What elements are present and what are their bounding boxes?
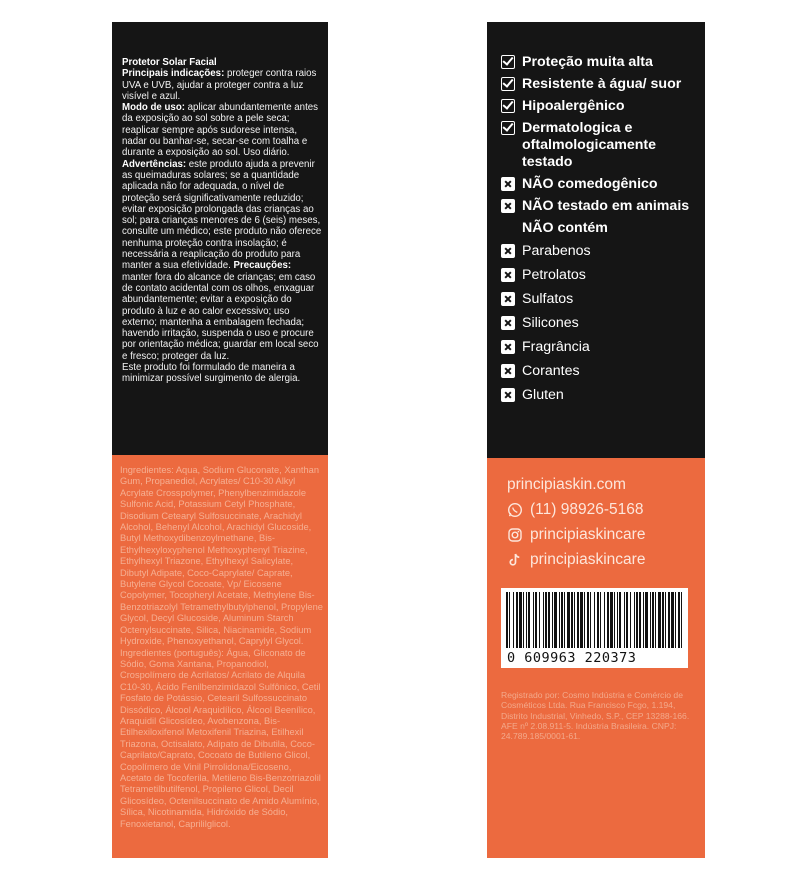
modo-de-uso-text: aplicar abundantemente antes da exposição ao sol sobre a pele seca; reaplicar sempre após sudorese intensa, nadar ou banhar-se, secar-se com toalha e durante a exposição ao sol. Uso diário. [122, 102, 318, 159]
advertencias-label: Advertências: [122, 158, 187, 170]
claim-item [501, 176, 701, 193]
claim-text: Dermatologica e oftalmologicamente testado [522, 120, 657, 170]
checkbox-checked-icon [501, 99, 515, 113]
modo-de-uso-label: Modo de uso: [122, 102, 185, 114]
cross-box-icon [501, 244, 515, 258]
barcode-number: 0 609963 220373 [507, 650, 637, 666]
tiktok-row [507, 547, 645, 572]
claim-item [501, 198, 701, 215]
instagram-handle: principiaskincare [530, 525, 646, 543]
whatsapp-number: (11) 98926-5168 [530, 500, 644, 518]
closing-text: Este produto foi formulado de maneira a minimizar possível surgimento de alergia. [122, 362, 301, 385]
claims-list [501, 54, 701, 411]
nao-contem-text: Corantes [522, 363, 580, 379]
precaucoes-label: Precauções: [233, 260, 292, 272]
checkbox-checked-icon [501, 77, 515, 91]
claim-item [501, 98, 701, 115]
cross-box-icon [501, 364, 515, 378]
nao-contem-item [501, 267, 701, 284]
ingredients-text: Ingredientes: Aqua, Sodium Gluconate, Xanthan Gum, Propanediol, Acrylates/ C10-30 Alkyl Acrylate Crosspolymer, Phenylbenzimidazole Sulfonic Acid, Potassium Cetyl Phosphate, Disodium Cetearyl Sulfosuccinate, Arachidyl Alcohol, Behenyl Alcohol, Arachidyl Glucoside, Butyl Methoxydibenzoylmethane, Bis-Ethylhexyloxyphenol Methoxyphenyl Triazine, Ethylhexyl Triazone, Ethylhexyl Salicylate, Dibutyl Adipate, Coco-Caprylate/ Caprate, Butylene Glycol Cocoate, Vp/ Eicosene Copolymer, Tocopheryl Acetate, Methylene Bis-Benzotriazolyl Tetramethylbutylphenol, Propylene Glycol, Decyl Glucoside, Aluminum Starch Octenylsuccinate, Silica, Niacinamide, Sodium Hydroxide, Phenoxyethanol, Caprylyl Glycol. Ingredientes (português): Água, Gliconato de Sódio, Goma Xantana, Propanodiol, Crospolímero de Acrilatos/ Acrilato de Alquila C10-30, Ácido Fenilbenzimidazol Sulfônico, Cetil Fosfato de Potássio, Cetearil Sulfossuccinato Dissódico, Álcool Araquidílico, Álcool Beenílico, Araquidil Glicosídeo, Avobenzona, Bis-Etilhexiloxifenol Metoxifenil Triazina, Etilhexil Triazona, Octisalato, Adipato de Dibutila, Coco-Caprilato/Caprato, Cocoato de Butileno Glicol, Copolímero de Vinil Pirrolidona/Eicoseno, Acetato de Tocoferila, Metileno Bis-Benzotriazolil Tetrametilbutilfenol, Propileno Glicol, Decil Glicosídeo, Octenilsuccinato de Amido Alumínio, Sílica, Nicotinamida, Hidróxido de Sódio, Fenoxietanol, Caprililglicol. [120, 465, 323, 829]
cross-box-icon [501, 388, 515, 402]
website-row [507, 472, 645, 497]
instructions-text [122, 57, 322, 385]
tiktok-icon [507, 552, 523, 568]
claim-item [501, 54, 701, 71]
claim-text: Proteção muita alta [522, 54, 653, 70]
contact-info [507, 472, 645, 572]
precaucoes-text: manter fora do alcance de crianças; em caso de contato acidental com os olhos, enxaguar abundantemente; evitar a exposição do produto à luz e ao calor excessivo; uso externo; mantenha a embalagem fechada; havendo irritação, suspenda o uso e procure por orientação médica; guardar em local seco e fresco; proteger da luz. [122, 271, 319, 362]
registration-text: Registrado por: Cosmo Indústria e Comércio de Cosméticos Ltda. Rua Francisco Fcgo, 1.194, Distrito Industrial, Vinhedo, S.P., CEP 13288-166. AFE nº 2.08.911-5. Indústria Brasileira. CNPJ: 24.789.185/0001-61. [501, 690, 690, 742]
tiktok-handle: principiaskincare [530, 550, 646, 568]
nao-contem-item [501, 315, 701, 332]
cross-box-icon [501, 199, 515, 213]
nao-contem-text: Silicones [522, 315, 579, 331]
nao-contem-item [501, 387, 701, 404]
cross-box-icon [501, 316, 515, 330]
barcode-bars [505, 592, 684, 648]
claim-item [501, 76, 701, 93]
nao-contem-text: Sulfatos [522, 291, 574, 307]
nao-contem-text: Fragrância [522, 339, 590, 355]
left-panel-instructions [112, 22, 328, 455]
product-title: Protetor Solar Facial [122, 57, 217, 68]
indicacoes-label: Principais indicações: [122, 68, 225, 80]
website-text: principiaskin.com [507, 475, 626, 493]
nao-contem-item [501, 339, 701, 356]
claim-text: Resistente à água/ suor [522, 76, 682, 92]
whatsapp-row [507, 497, 645, 522]
nao-contem-heading: NÃO contém [522, 220, 608, 236]
cross-box-icon [501, 292, 515, 306]
checkbox-checked-icon [501, 121, 515, 135]
left-panel-ingredients [112, 455, 328, 858]
whatsapp-icon [507, 502, 523, 518]
instagram-row [507, 522, 645, 547]
indicacoes-text: proteger contra raios UVA e UVB, ajudar a proteger contra a luz visível e azul. [122, 68, 317, 102]
claim-text: NÃO testado em animais [522, 198, 690, 214]
cross-box-icon [501, 177, 515, 191]
nao-contem-text: Parabenos [522, 243, 591, 259]
right-panel-claims [487, 22, 705, 458]
nao-contem-item [501, 291, 701, 308]
nao-contem-item [501, 363, 701, 380]
barcode [501, 588, 688, 668]
nao-contem-list [501, 243, 701, 404]
claim-text: Hipoalergênico [522, 98, 625, 114]
checkbox-checked-icon [501, 55, 515, 69]
right-panel-contact [487, 458, 705, 858]
nao-contem-text: Gluten [522, 387, 564, 403]
cross-box-icon [501, 340, 515, 354]
claim-text: NÃO comedogênico [522, 176, 658, 192]
advertencias-text: este produto ajuda a prevenir as queimaduras solares; se a quantidade aplicada não for adequada, o nível de proteção será significativamente reduzido; evitar exposição prolongada das crianças ao sol; para crianças menores de 6 (seis) meses, consulte um médico; este produto não oferece nenhuma proteção contra insolação; é necessária a reaplicação do produto para manter a sua efetividade. [122, 158, 322, 272]
claim-item [501, 120, 701, 171]
nao-contem-item [501, 243, 701, 260]
cross-box-icon [501, 268, 515, 282]
nao-contem-text: Petrolatos [522, 267, 586, 283]
instagram-icon [507, 527, 523, 543]
